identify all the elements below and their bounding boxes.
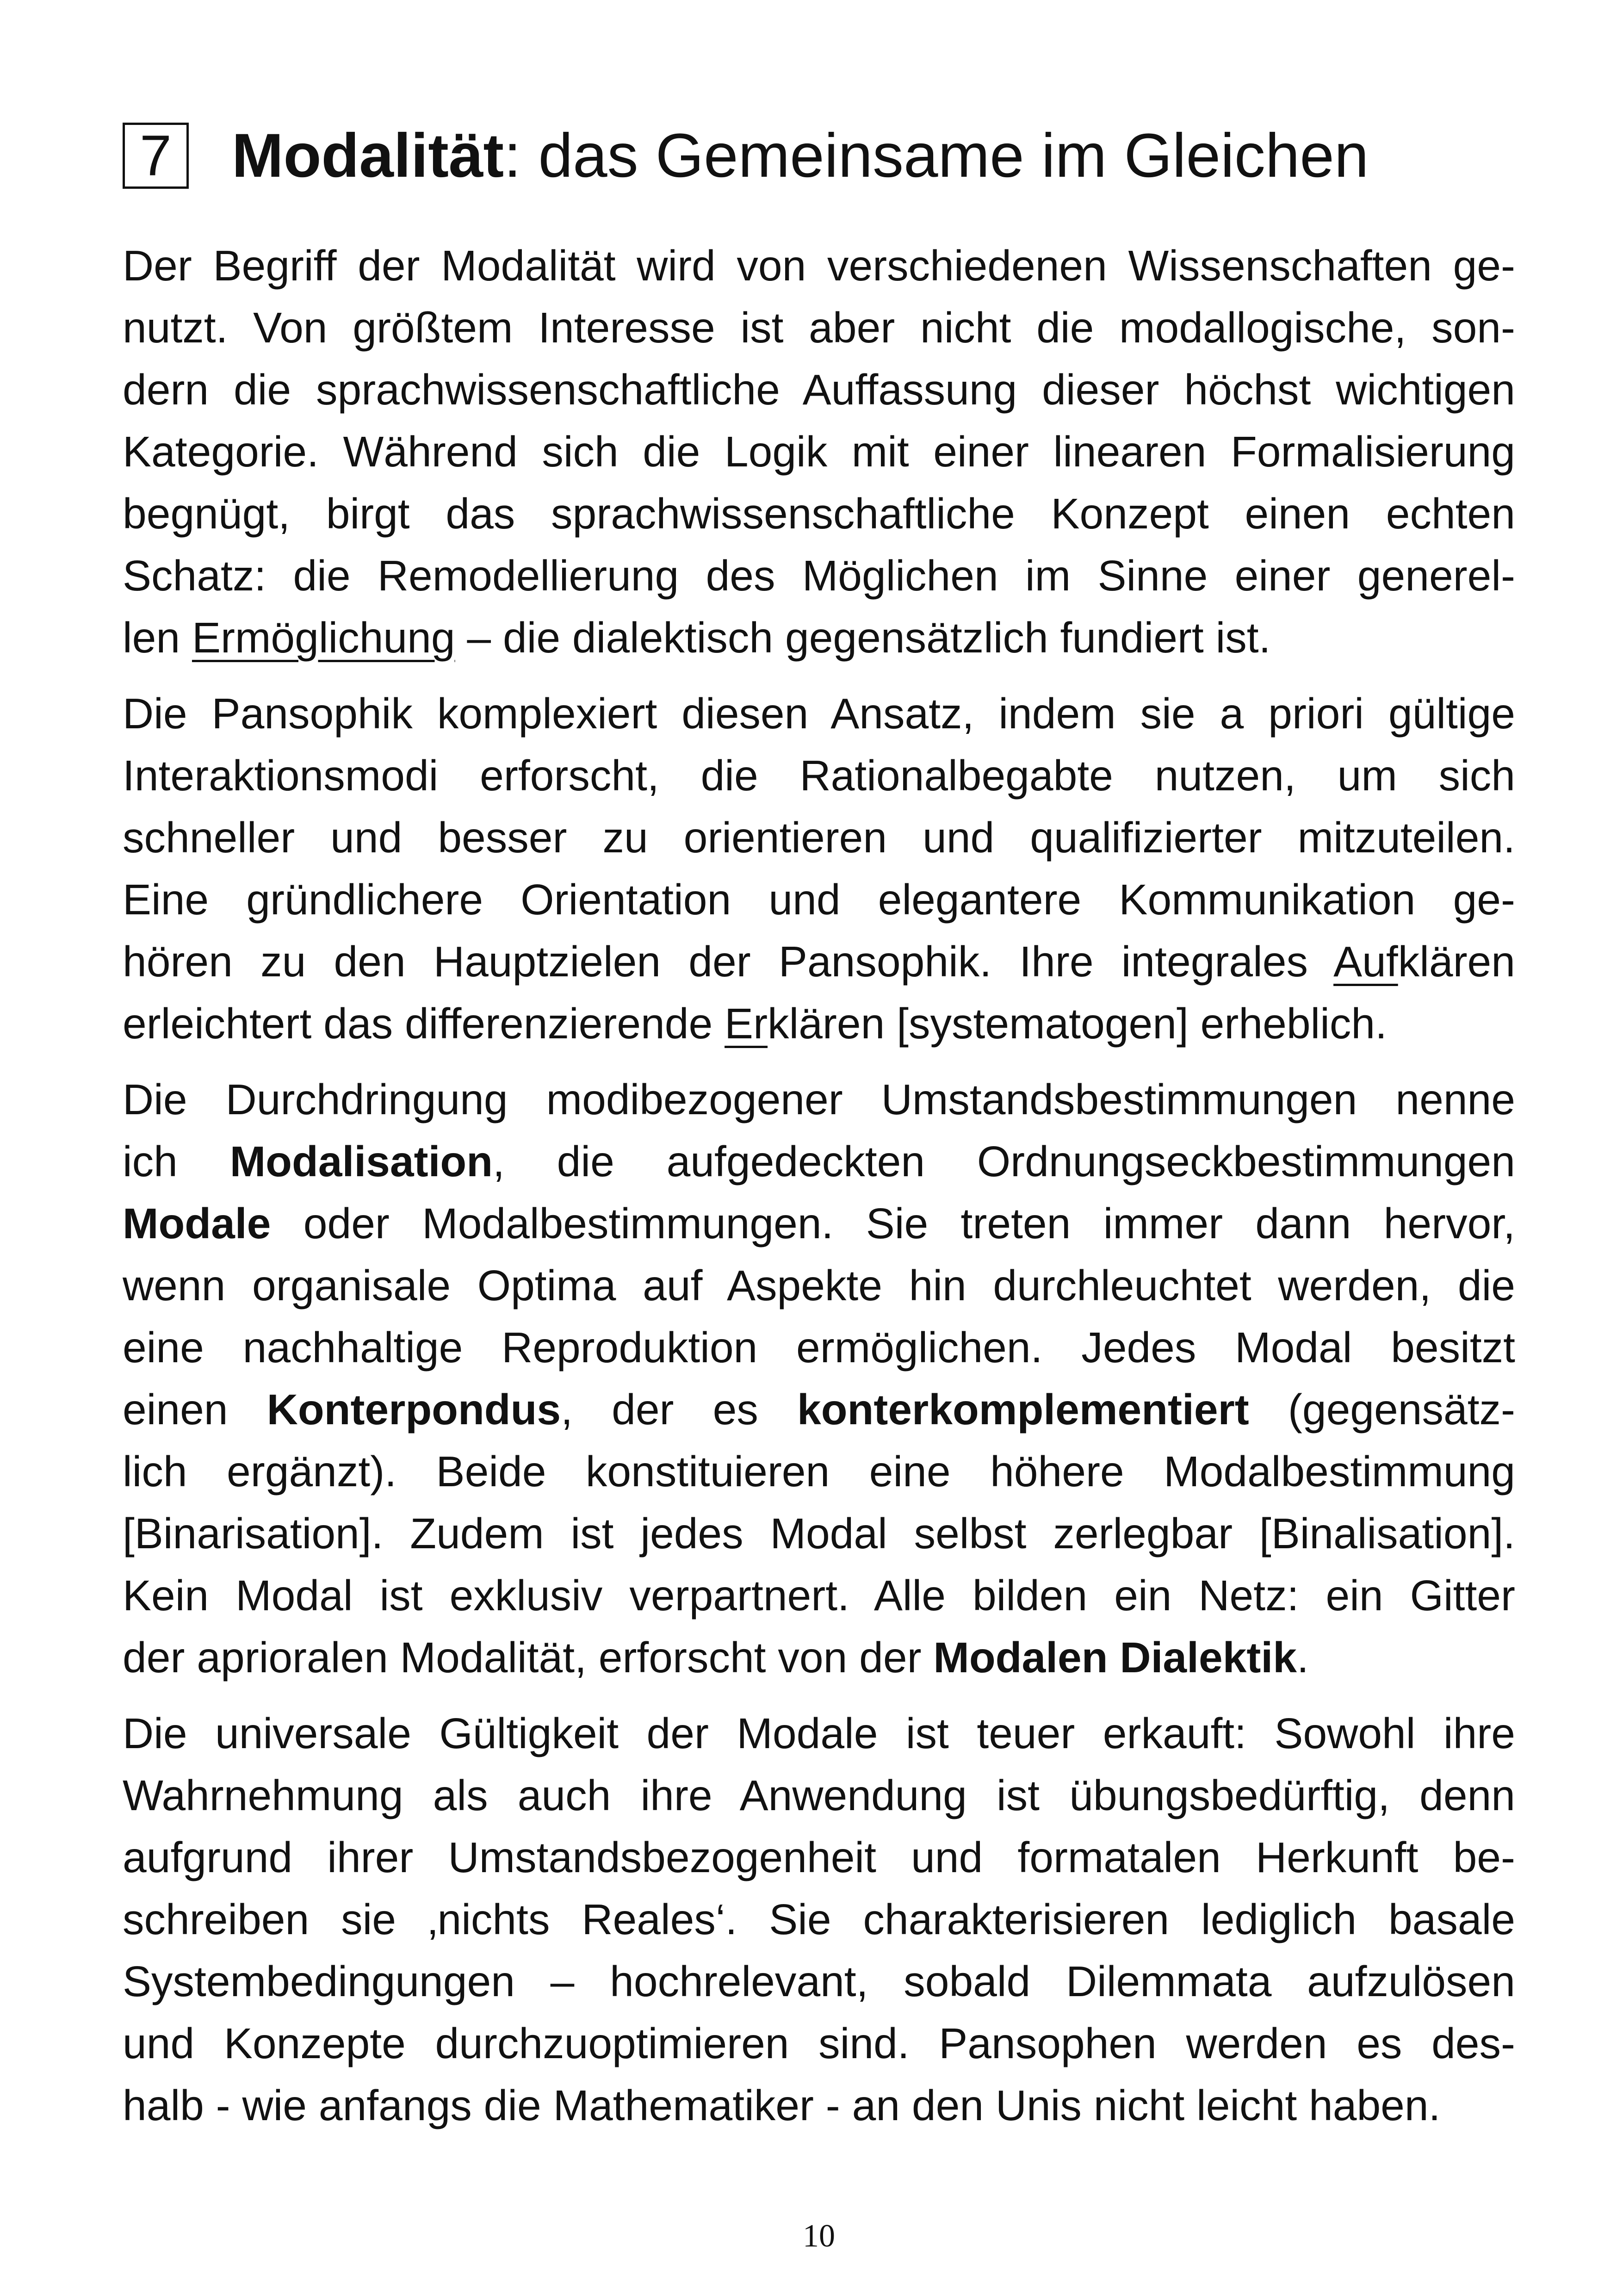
text-line <box>123 1316 1515 1378</box>
underlined-term: Auf <box>1333 937 1398 986</box>
text-segment: Kategorie. Während sich die Logik mit einer linearen Formalisierung <box>123 428 1515 476</box>
body-text <box>123 235 1515 2136</box>
text-segment: Systembedingungen – hochrelevant, sobald Dilemmata aufzulösen <box>123 1957 1515 2005</box>
text-line <box>123 1192 1515 1254</box>
text-segment: len <box>123 614 192 662</box>
text-line <box>123 869 1515 931</box>
text-line <box>123 683 1515 745</box>
paragraph <box>123 1702 1515 2136</box>
text-segment: nutzt. Von größtem Interesse ist aber nicht die modallogische, son- <box>123 304 1515 352</box>
text-line <box>123 931 1515 993</box>
chapter-title-bold: Modalität <box>232 121 504 190</box>
text-line <box>123 1068 1515 1130</box>
text-line <box>123 1378 1515 1440</box>
text-segment: einen <box>123 1385 267 1433</box>
text-segment: [Binarisation]. Zudem ist jedes Modal selbst zerlegbar [Binalisation]. <box>123 1509 1515 1558</box>
text-segment: Wahrnehmung als auch ihre Anwendung ist übungsbedürftig, denn <box>123 1771 1515 1819</box>
text-segment: begnügt, birgt das sprachwissenschaftliche Konzept einen echten <box>123 490 1515 538</box>
text-segment: erleichtert das differenzierende <box>123 999 725 1048</box>
paragraph <box>123 1068 1515 1688</box>
text-line <box>123 1702 1515 1764</box>
text-line <box>123 545 1515 607</box>
text-segment: und Konzepte durchzuoptimieren sind. Pansophen werden es des- <box>123 2019 1515 2067</box>
text-segment: Die Pansophik komplexiert diesen Ansatz, indem sie a priori gültige <box>123 689 1515 738</box>
text-segment: – die dialektisch gegensätzlich fundiert ist. <box>455 614 1271 662</box>
text-segment: lich ergänzt). Beide konstituieren eine höhere Modalbestimmung <box>123 1447 1515 1496</box>
bold-term: Konterpondus <box>266 1385 561 1433</box>
text-line <box>123 359 1515 421</box>
text-line <box>123 1254 1515 1316</box>
text-segment: wenn organisale Optima auf Aspekte hin durchleuchtet werden, die <box>123 1261 1515 1309</box>
text-line <box>123 993 1515 1055</box>
chapter-heading <box>123 123 1369 189</box>
text-segment: . <box>1296 1633 1309 1682</box>
text-line <box>123 1440 1515 1502</box>
text-line <box>123 1130 1515 1192</box>
text-line <box>123 1626 1515 1688</box>
text-segment: Kein Modal ist exklusiv verpartnert. Alle bilden ein Netz: ein Gitter <box>123 1571 1515 1620</box>
text-segment: eine nachhaltige Reproduktion ermöglichen. Jedes Modal besitzt <box>123 1323 1515 1371</box>
text-line <box>123 2074 1515 2136</box>
text-segment: (gegensätz- <box>1249 1385 1515 1433</box>
text-line <box>123 2012 1515 2074</box>
chapter-title <box>232 123 1369 189</box>
text-segment: Schatz: die Remodellierung des Möglichen im Sinne einer generel- <box>123 552 1515 600</box>
text-segment: klären [systematogen] erheblich. <box>768 999 1387 1048</box>
page-number: 10 <box>803 2218 835 2254</box>
text-segment: Die Durchdringung modibezogener Umstandsbestimmungen nenne <box>123 1075 1515 1123</box>
text-segment: Interaktionsmodi erforscht, die Rationalbegabte nutzen, um sich <box>123 751 1515 800</box>
text-line <box>123 421 1515 483</box>
text-line <box>123 235 1515 297</box>
text-segment: , der es <box>561 1385 798 1433</box>
text-line <box>123 607 1515 669</box>
text-line <box>123 1950 1515 2012</box>
text-segment: , die aufgedeckten Ordnungseckbestimmungen <box>493 1137 1515 1185</box>
text-line <box>123 1888 1515 1950</box>
text-segment: Der Begriff der Modalität wird von verschiedenen Wissenschaften ge- <box>123 242 1515 290</box>
text-segment: schneller und besser zu orientieren und qualifizierter mitzuteilen. <box>123 813 1515 862</box>
text-segment: hören zu den Hauptzielen der Pansophik. Ihre integrales <box>123 937 1334 986</box>
paragraph <box>123 235 1515 669</box>
chapter-title-rest: : das Gemeinsame im Gleichen <box>504 121 1369 190</box>
bold-term: Modalisation <box>229 1137 493 1185</box>
text-segment: Die universale Gültigkeit der Modale ist teuer erkauft: Sowohl ihre <box>123 1709 1515 1757</box>
text-line <box>123 1826 1515 1888</box>
text-line <box>123 745 1515 807</box>
text-line <box>123 483 1515 545</box>
bold-term: Modalen Dialektik <box>933 1633 1297 1682</box>
text-segment: klären <box>1398 937 1515 986</box>
underlined-term: Er <box>725 999 768 1048</box>
paragraph <box>123 683 1515 1055</box>
text-line <box>123 807 1515 869</box>
text-segment: aufgrund ihrer Umstandsbezogenheit und formatalen Herkunft be- <box>123 1833 1515 1881</box>
chapter-number-box <box>123 123 189 189</box>
chapter-number: 7 <box>140 124 172 188</box>
bold-term: konterkomplementiert <box>797 1385 1249 1433</box>
text-segment: ich <box>123 1137 230 1185</box>
bold-term: Modale <box>123 1199 271 1247</box>
text-segment: oder Modalbestimmungen. Sie treten immer dann hervor, <box>271 1199 1515 1247</box>
text-line <box>123 1502 1515 1564</box>
underlined-term: Ermöglichung <box>192 614 455 662</box>
text-segment: dern die sprachwissenschaftliche Auffassung dieser höchst wichtigen <box>123 366 1515 414</box>
text-segment: schreiben sie ‚nichts Reales‘. Sie charakterisieren lediglich basale <box>123 1895 1515 1943</box>
text-line <box>123 297 1515 359</box>
text-segment: halb - wie anfangs die Mathematiker - an den Unis nicht leicht haben. <box>123 2081 1441 2129</box>
text-line <box>123 1764 1515 1826</box>
text-line <box>123 1564 1515 1626</box>
text-segment: der aprioralen Modalität, erforscht von der <box>123 1633 934 1682</box>
text-segment: Eine gründlichere Orientation und elegantere Kommunikation ge- <box>123 875 1515 924</box>
